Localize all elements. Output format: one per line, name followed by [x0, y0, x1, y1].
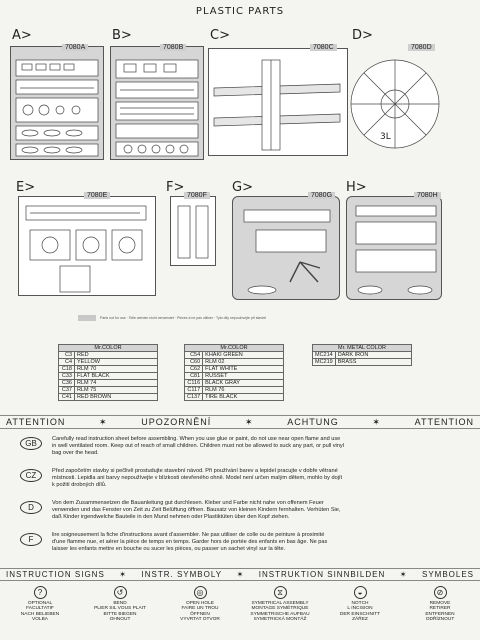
warning-d [20, 500, 465, 521]
sprue-code-f: 7080F [184, 192, 210, 199]
sign-open-hole: ◎ OPEN HOLE FAIRE UN TROU ÖFFNEN VYVRTAT OTVOR [180, 588, 220, 623]
table-row: MC214 DARK IRON [313, 352, 412, 359]
not-for-use-text: Parts not for use · Teile werden nicht verwendet · Pièces à ne pas utiliser · Tyto díly nepoužívejte při stavbě [100, 316, 267, 320]
table-row: C4 YELLOW [59, 359, 158, 366]
sprue-letter-g: G> [232, 180, 253, 195]
table-row: C116 BLACK GRAY [185, 380, 284, 387]
warning-text: Carefully read instruction sheet before assembling. When you use glue or paint, do not use near open flame and use in well ventilated room. Keep out of reach of small children. Children must not be allowed to suck any part, or pull vinyl bag over the head. [52, 436, 344, 456]
not-for-use-swatch [78, 315, 96, 321]
sprue-code-a: 7080A [62, 44, 88, 51]
sprue-letter-c: C> [210, 28, 230, 43]
sign-bend: ↺ BEND PLIER SIL VOUS PLAIT BITTE BIEGEN OHNOUT [94, 588, 146, 623]
sprue-letter-e: E> [16, 180, 36, 195]
table-row: MC219 BRASS [313, 359, 412, 366]
sprue-code-g: 7080G [308, 192, 335, 199]
table-row: C41 RED BROWN [59, 394, 158, 401]
page-title: PLASTIC PARTS [195, 6, 285, 17]
table-row: C117 RLM 76 [185, 387, 284, 394]
sign-symmetrical: ⧖ SYMETRICAL ASSEMBLY MONTAGE SYMÉTRIQUE SYMMETRISCHE AUFBAU SYMETRICKÁ MONTÁŽ [250, 587, 310, 623]
table-row: C18 RLM 70 [59, 366, 158, 373]
remove-icon: ⊘ [434, 586, 447, 599]
part-label-3l: 3L [380, 132, 391, 142]
language-badge-cz: CZ [20, 469, 42, 482]
sprue-code-e: 7080E [84, 192, 110, 199]
warning-f [20, 532, 465, 553]
color-table-1 [58, 344, 158, 401]
color-table-2 [184, 344, 284, 401]
table-row: C54 KHAKI GREEN [185, 352, 284, 359]
parts-not-for-use-legend [78, 314, 378, 322]
symmetry-icon: ⧖ [274, 586, 287, 599]
table-row: C81 RUSSET [185, 373, 284, 380]
table-row: C137 TIRE BLACK [185, 394, 284, 401]
warning-cz [20, 468, 465, 489]
sprue-code-b: 7080B [160, 44, 186, 51]
bend-icon: ↺ [114, 586, 127, 599]
table-row: C37 RLM 75 [59, 387, 158, 394]
sprue-letter-b: B> [112, 28, 132, 43]
sprue-code-c: 7080C [310, 44, 337, 51]
drill-hole-icon: ◎ [194, 586, 207, 599]
table-row: C3 RED [59, 352, 158, 359]
sign-remove: ⊘ REMOVE RETIRER ENTFERNEN ODŘÍZNOUT [425, 588, 455, 623]
warning-text: Von dem Zusammensetzen die Bauanleitung gut durchlesen. Kleber und Farbe nicht nahe von offenem Feuer verwenden und das Fenster von Zeit zu Zeit Belüftung öffnen. Bausatz von kleinen Kindern fernhalten. Verhüten Sie, daß Kinder irgendwelche Bauteile in den Mund nehmen oder Plastiktüten über den Kopf ziehen. [52, 500, 341, 520]
color-table-header: Mr.COLOR [59, 345, 158, 352]
instruction-signs-band: INSTRUCTION SIGNS ✶ INSTR. SYMBOLY ✶ INSTRUKTION SINNBILDEN ✶ SYMBOLES [0, 568, 480, 581]
table-row: C60 RLM 02 [185, 359, 284, 366]
table-row: C36 RLM 74 [59, 380, 158, 387]
language-badge-gb: GB [20, 437, 42, 450]
sprue-letter-h: H> [346, 180, 367, 195]
language-badge-f: F [20, 533, 42, 546]
sprue-letter-d: D> [352, 28, 373, 43]
sprue-letter-f: F> [166, 180, 185, 195]
table-row: C62 FLAT WHITE [185, 366, 284, 373]
attention-band: ATTENTION ✶ UPOZORNĚNÍ ✶ ACHTUNG ✶ ATTENTION [0, 415, 480, 429]
sprue-code-d: 7080D [408, 44, 435, 51]
notch-icon: ◒ [354, 586, 367, 599]
sprue-code-h: 7080H [414, 192, 441, 199]
warning-text: Před započetím stavby si pečlivě prostudujte stavební návod. Při používání barev a lepidel pracujte v dobře větrané místnosti. Lepidla ani barvy nepoužívejte v blízkosti otevřeného ohně. Model není určen malým dětem, mohlo by dojít k požití drobných dílů. [52, 468, 343, 488]
sprue-letter-a: A> [12, 28, 32, 43]
sign-optional: ? OPTIONAL FACULTATIF NACH BELIEBEN VOLBA [20, 588, 60, 623]
table-row: C33 FLAT BLACK [59, 373, 158, 380]
language-badge-d: D [20, 501, 42, 514]
color-table-header: Mr. METAL COLOR [313, 345, 412, 352]
question-icon: ? [34, 586, 47, 599]
warning-text: lire soigneusement la fiche d'instructions avant d'assembler. Ne pas utiliser de colle ou de peinture à proximité d'une flamme nue, et aérer la pièce de temps en temps. Garder hors de portée des enfants en bas âge. Ne pas laisser les enfants mettre en bouche ou sucer les pièces, ou passer un sachet vinyl sur la tête. [52, 532, 328, 552]
color-table-metal [312, 344, 412, 366]
instruction-signs [0, 586, 480, 623]
color-table-header: Mr.COLOR [185, 345, 284, 352]
warning-gb [20, 436, 465, 457]
sign-notch: ◒ NOTCH L INCISION DER EINSCHNITT ZÁŘEZ [339, 588, 381, 623]
